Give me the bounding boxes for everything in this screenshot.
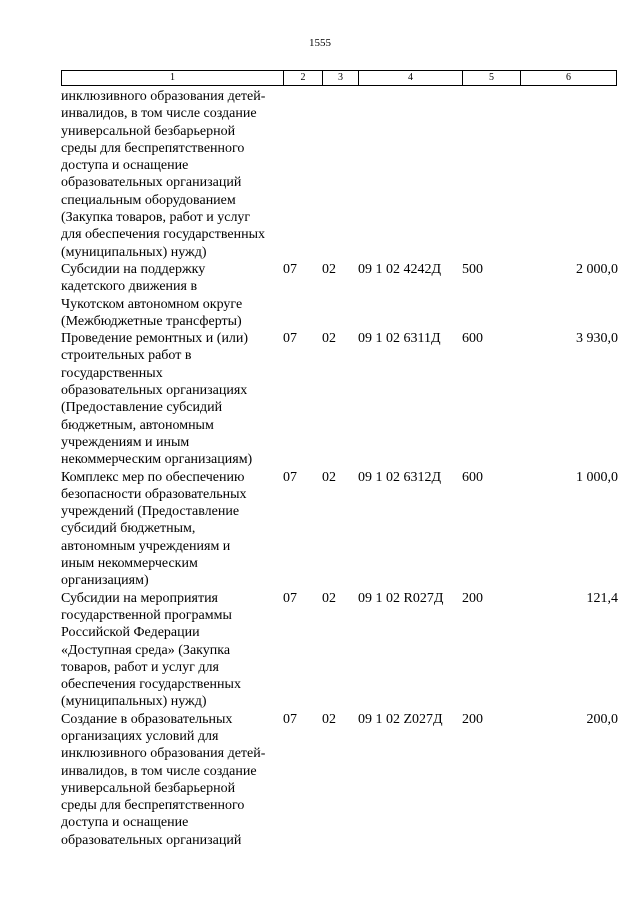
description-line: (муниципальных) нужд) — [61, 694, 207, 710]
header-col-2: 2 — [284, 71, 323, 85]
row-expense-type: 600 — [462, 469, 483, 485]
row-amount: 1 000,0 — [576, 469, 618, 485]
description-line: (Предоставление субсидий — [61, 400, 223, 416]
description-line: универсальной безбарьерной — [61, 123, 236, 139]
description-line: строительных работ в — [61, 348, 192, 364]
header-col-6: 6 — [566, 72, 571, 83]
row-subsection: 02 — [322, 711, 336, 727]
row-section: 07 — [283, 590, 297, 606]
description-line: образовательных организациях — [61, 383, 248, 399]
description-line: инклюзивного образования детей- — [61, 746, 266, 762]
description-line: Российской Федерации — [61, 625, 200, 641]
description-line: «Доступная среда» (Закупка — [61, 642, 231, 658]
row-amount: 3 930,0 — [576, 331, 618, 347]
row-description — [61, 330, 283, 468]
header-col-5: 5 — [463, 71, 521, 85]
description-line: Создание в образовательных — [61, 711, 233, 727]
row-target-article: 09 1 02 6312Д — [358, 469, 442, 485]
description-line: субсидий бюджетным, — [61, 521, 196, 537]
row-section: 07 — [283, 261, 297, 277]
description-line: безопасности образовательных — [61, 486, 247, 502]
table-header — [61, 70, 617, 86]
row-target-article: 09 1 02 6311Д — [358, 331, 441, 347]
description-line: (муниципальных) нужд) — [61, 244, 207, 260]
description-line: бюджетным, автономным — [61, 417, 214, 433]
table-row — [61, 711, 621, 849]
description-line: инвалидов, в том числе создание — [61, 106, 257, 122]
description-line: доступа и оснащение — [61, 815, 189, 831]
row-subsection: 02 — [322, 331, 336, 347]
description-line: учреждений (Предоставление — [61, 504, 240, 520]
row-expense-type: 200 — [462, 711, 483, 727]
description-line: среды для беспрепятственного — [61, 798, 245, 814]
description-line: Комплекс мер по обеспечению — [61, 469, 245, 485]
description-line: обеспечения государственных — [61, 677, 241, 693]
row-description — [61, 711, 283, 849]
description-line: образовательных организаций — [61, 832, 242, 848]
row-description — [61, 261, 283, 330]
row-expense-type: 200 — [462, 590, 483, 606]
description-line: (Закупка товаров, работ и услуг — [61, 210, 251, 226]
table-row — [61, 330, 621, 468]
description-line: организациях условий для — [61, 728, 219, 744]
row-target-article: 09 1 02 Z027Д — [358, 711, 443, 727]
row-subsection: 02 — [322, 590, 336, 606]
description-line: образовательных организаций — [61, 175, 242, 191]
description-line: Чукотском автономном округе — [61, 296, 243, 312]
description-line: учреждениям и иным — [61, 434, 190, 450]
description-line: специальным оборудованием — [61, 192, 236, 208]
table-row — [61, 590, 621, 711]
description-line: Проведение ремонтных и (или) — [61, 331, 249, 347]
row-description — [61, 590, 283, 711]
description-line: кадетского движения в — [61, 279, 198, 295]
row-expense-type: 600 — [462, 331, 483, 347]
row-section: 07 — [283, 711, 297, 727]
description-line: Субсидии на поддержку — [61, 261, 206, 277]
description-line: доступа и оснащение — [61, 158, 189, 174]
description-line: Субсидии на мероприятия — [61, 590, 218, 606]
description-line: товаров, работ и услуг для — [61, 659, 219, 675]
table-row — [61, 261, 621, 330]
page-number: 1555 — [309, 37, 331, 49]
description-line: (Межбюджетные трансферты) — [61, 313, 242, 329]
description-line: иным некоммерческим — [61, 556, 198, 572]
row-target-article: 09 1 02 R027Д — [358, 590, 444, 606]
description-line: инвалидов, в том числе создание — [61, 763, 257, 779]
header-col-1: 1 — [62, 71, 284, 85]
description-line: государственной программы — [61, 607, 232, 623]
table-body — [61, 88, 621, 849]
description-line: инклюзивного образования детей- — [61, 89, 266, 104]
description-line: некоммерческим организациям) — [61, 452, 253, 468]
description-line: среды для беспрепятственного — [61, 140, 245, 156]
row-description — [61, 469, 283, 590]
row-description — [61, 88, 283, 261]
row-subsection: 02 — [322, 469, 336, 485]
row-amount: 200,0 — [586, 711, 618, 727]
header-col-4: 4 — [359, 71, 463, 85]
row-subsection: 02 — [322, 261, 336, 277]
description-line: универсальной безбарьерной — [61, 780, 236, 796]
row-section: 07 — [283, 469, 297, 485]
table-row — [61, 469, 621, 590]
description-line: организациям) — [61, 573, 149, 589]
row-amount: 2 000,0 — [576, 261, 618, 277]
row-section: 07 — [283, 331, 297, 347]
header-col-3: 3 — [323, 71, 359, 85]
table-row — [61, 88, 621, 261]
description-line: государственных — [61, 365, 163, 381]
description-line: автономным учреждениям и — [61, 538, 231, 554]
row-amount: 121,4 — [586, 590, 618, 606]
description-line: для обеспечения государственных — [61, 227, 265, 243]
row-expense-type: 500 — [462, 261, 483, 277]
row-target-article: 09 1 02 4242Д — [358, 261, 442, 277]
